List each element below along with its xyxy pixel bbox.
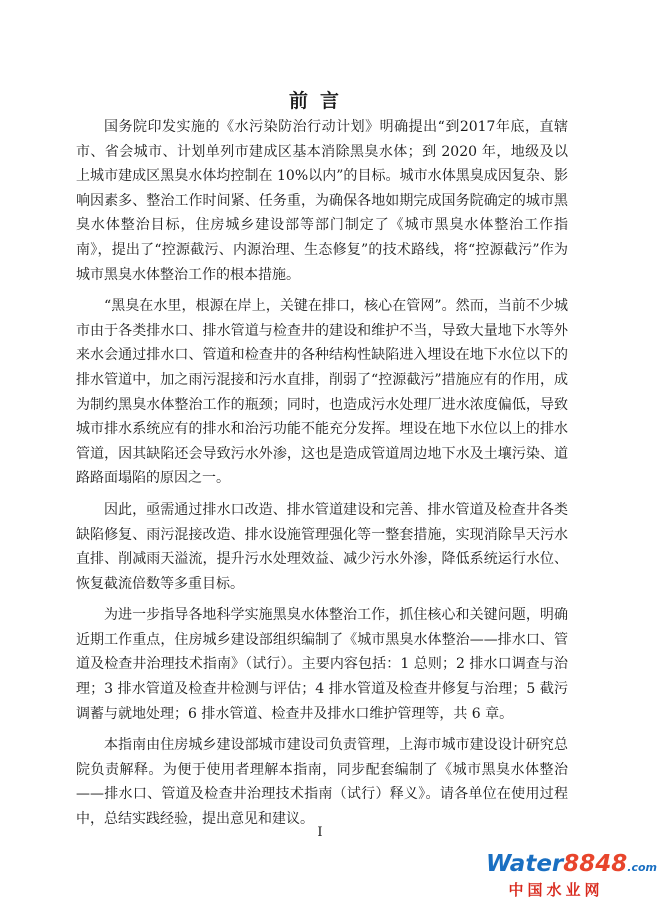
watermark-chinese-name: 中国水业网 [508,881,604,899]
paragraph-3: 因此，亟需通过排水口改造、排水管道建设和完善、排水管道及检查井各类缺陷修复、雨污混接改造、排水设施管理强化等一整套措施，实现消除旱天污水直排、削减雨天溢流，提升污水处理效益、减少污水外渗，降低系统运行水位、恢复截流倍数等多重目标。 [76,501,568,592]
site-watermark-logo [486,851,657,899]
document-body [76,115,568,839]
watermark-brand-number: 8848 [563,851,628,877]
paragraph-2: “黑臭在水里，根源在岸上，关键在排口，核心在管网”。然而，当前不少城市由于各类排水口、排水管道与检查井的建设和维护不当，导致大量地下水等外来水会通过排水口、管道和检查井的各种结构性缺陷进入埋设在地下水位以下的排水管道中，加之雨污混接和污水直排，削弱了“控源截污”措施应有的作用，成为制约黑臭水体整治工作的瓶颈；同时，也造成污水处理厂进水浓度偏低，导致城市排水系统应有的排水和治污功能不能充分发挥。埋设在地下水位以上的排水管道，因其缺陷还会导致污水外渗，这也是造成管道周边地下水及土壤污染、道路路面塌陷的原因之一。 [76,298,568,487]
watermark-brand [486,851,657,881]
page-title: 前言 [288,90,351,112]
paragraph-5: 本指南由住房城乡建设部城市建设司负责管理，上海市城市建设设计研究总院负责解释。为便于使用者理解本指南，同步配套编制了《城市黑臭水体整治——排水口、管道及检查井治理技术指南（试行）释义》。请各单位在使用过程中，总结实践经验，提出意见和建议。 [76,737,568,828]
watermark-brand-suffix: .com [627,861,657,874]
page-number: I [317,825,323,840]
paragraph-4: 为进一步指导各地科学实施黑臭水体整治工作，抓住核心和关键问题，明确近期工作重点，住房城乡建设部组织编制了《城市黑臭水体整治——排水口、管道及检查井治理技术指南》（试行）。主要内容包括：1 总则；2 排水口调查与治理；3 排水管道及检查井检测与评估；4 排水管道及检查井修复与治理；5 截污调蓄与就地处理；6 排水管道、检查井及排水口维护管理等，共 6 章。 [76,607,568,722]
paragraph-1: 国务院印发实施的《水污染防治行动计划》明确提出“到2017年底，直辖市、省会城市、计划单列市建成区基本消除黑臭水体；到 2020 年，地级及以上城市建成区黑臭水体均控制在 10%以内”的目标。城市水体黑臭成因复杂、影响因素多、整治工作时间紧、任务重，为确保各地如期完成国务院确定的城市黑臭水体整治目标，住房城乡建设部等部门制定了《城市黑臭水体整治工作指南》，提出了“控源截污、内源治理、生态修复”的技术路线，将“控源截污”作为城市黑臭水体整治工作的根本措施。 [76,119,568,283]
watermark-brand-text: Water [486,851,564,877]
